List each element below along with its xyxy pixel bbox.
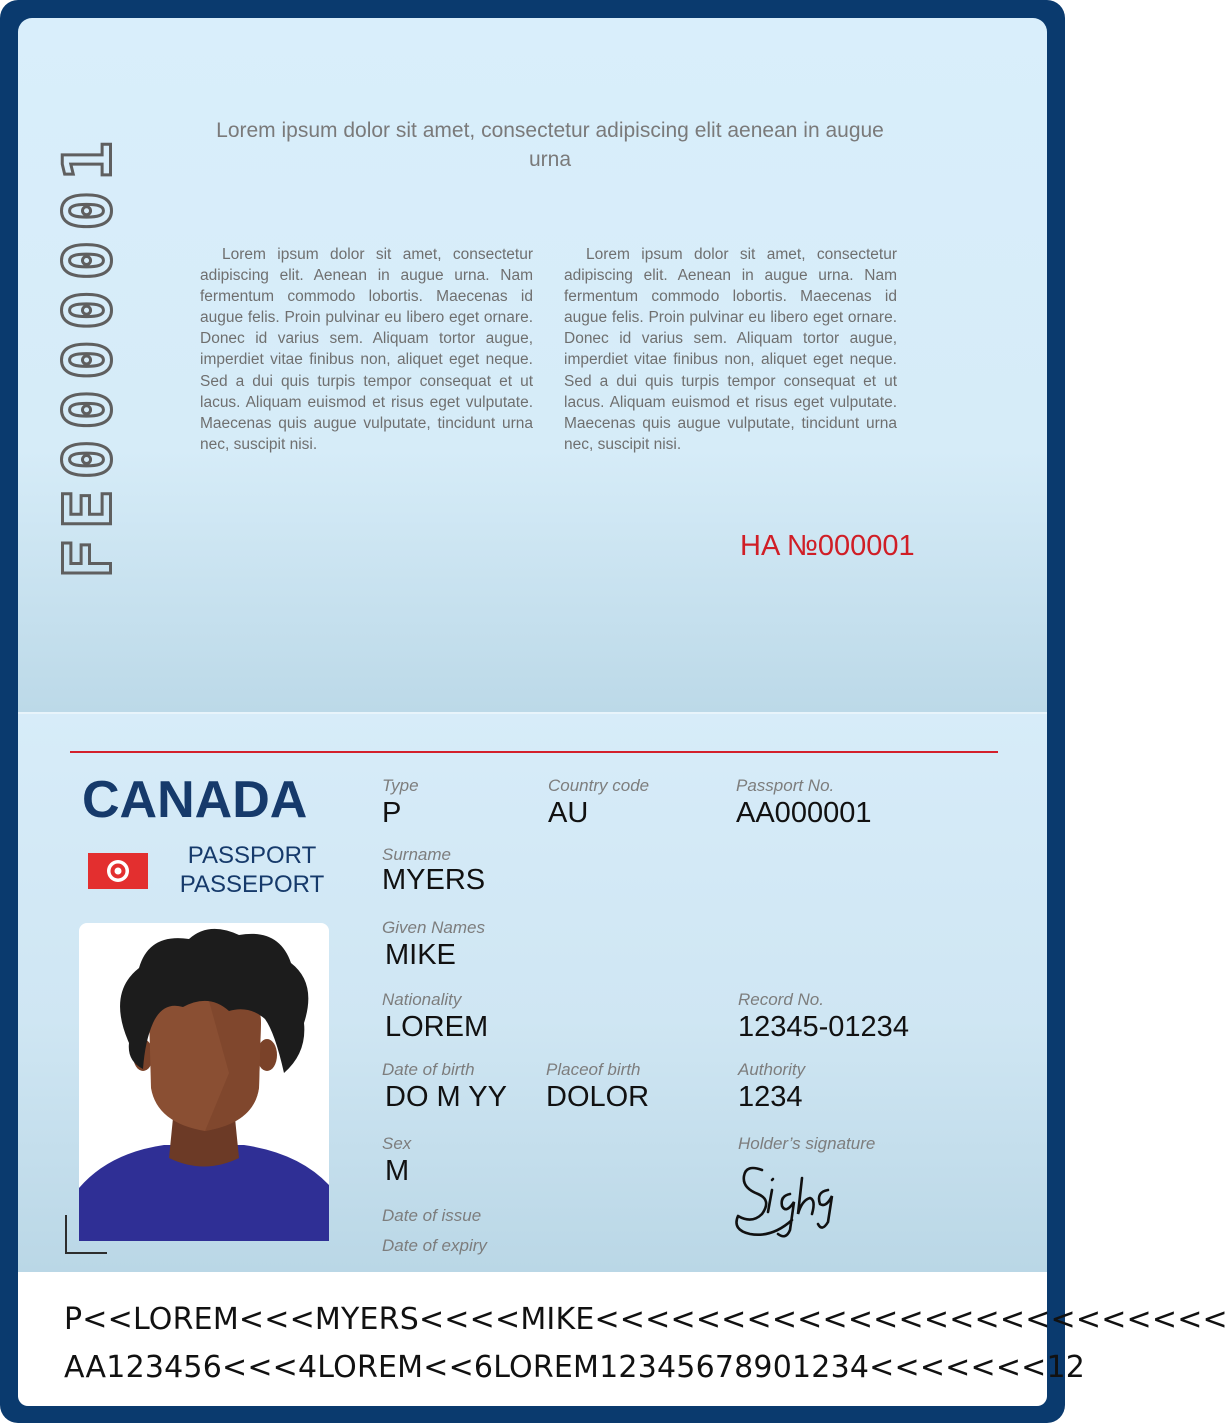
record-no-label: Record No.: [738, 990, 824, 1009]
surname-value: MYERS: [382, 864, 486, 896]
red-divider: [70, 751, 998, 753]
surname-label: Surname: [382, 845, 451, 864]
record-no-value: 12345-01234: [738, 1011, 909, 1043]
holder-photo: [79, 923, 329, 1241]
mrz-line-2: AA123456<<<4LOREM<<6LOREM12345678901234<<<<<<<12: [64, 1350, 1086, 1385]
document-label-fr: PASSEPORT: [179, 871, 325, 898]
flag-emblem-icon: [88, 853, 148, 889]
authority-label: Authority: [738, 1060, 806, 1079]
date-of-birth-value: DO M YY: [385, 1081, 507, 1113]
document-label-en: PASSPORT: [187, 842, 317, 869]
nationality-value: LOREM: [385, 1011, 489, 1043]
authority-value: 1234: [738, 1081, 803, 1113]
passport-no-label: Passport No.: [736, 776, 835, 795]
holder-signature-label: Holder’s signature: [738, 1134, 876, 1153]
country-code-label: Country code: [548, 776, 650, 795]
mrz-zone: [18, 1272, 1047, 1406]
ha-number: HA №000001: [740, 530, 915, 562]
type-value: P: [382, 797, 402, 829]
date-of-issue-label: Date of issue: [382, 1206, 482, 1225]
page-header-text: Lorem ipsum dolor sit amet, consectetur adipiscing elit aenean in augue urna: [216, 119, 884, 171]
passport-no-value: AA000001: [736, 797, 872, 829]
serial-number: FE0000001: [49, 131, 127, 579]
country-name: CANADA: [82, 771, 308, 829]
body-text-column-1: Lorem ipsum dolor sit amet, consectetur adipiscing elit. Aenean in augue urna. Nam fermentum commodo lobortis. Maecenas id augue felis. Proin pulvinar eu libero eget ornare. Donec id varius sem. Aliquam tortor augue, imperdiet vitae finibus non, aliquet eget neque. Sed a dui quis turpis tempor consequat et ut lacus. Aliquam euismod et risus eget vulputate. Maecenas quis augue vulputate, tincidunt urna nec, suscipit nisi.: [200, 246, 533, 453]
given-names-label: Given Names: [382, 918, 485, 937]
person-portrait-icon: [79, 923, 329, 1241]
page-fold: [18, 712, 1047, 714]
date-of-birth-label: Date of birth: [382, 1060, 475, 1079]
nationality-label: Nationality: [382, 990, 462, 1009]
signature-icon: [732, 1160, 842, 1245]
given-names-value: MIKE: [385, 939, 456, 971]
place-of-birth-label: Placeof birth: [546, 1060, 641, 1079]
country-code-value: AU: [548, 797, 589, 829]
serial-number-perforated: [49, 85, 127, 625]
body-text-column-2: Lorem ipsum dolor sit amet, consectetur adipiscing elit. Aenean in augue urna. Nam fermentum commodo lobortis. Maecenas id augue felis. Proin pulvinar eu libero eget ornare. Donec id varius sem. Aliquam tortor augue, imperdiet vitae finibus non, aliquet eget neque. Sed a dui quis turpis tempor consequat et ut lacus. Aliquam euismod et risus eget vulputate. Maecenas quis augue vulputate, tincidunt urna nec, suscipit nisi.: [564, 246, 897, 453]
date-of-expiry-label: Date of expiry: [382, 1236, 487, 1255]
photo-corner-mark: [65, 1215, 107, 1254]
sex-label: Sex: [382, 1134, 412, 1153]
place-of-birth-value: DOLOR: [546, 1081, 650, 1113]
sex-value: M: [385, 1155, 410, 1187]
mrz-line-1: P<<LOREM<<<MYERS<<<<MIKE<<<<<<<<<<<<<<<<<<<<<<<<<: [64, 1302, 1228, 1337]
type-label: Type: [382, 776, 419, 795]
